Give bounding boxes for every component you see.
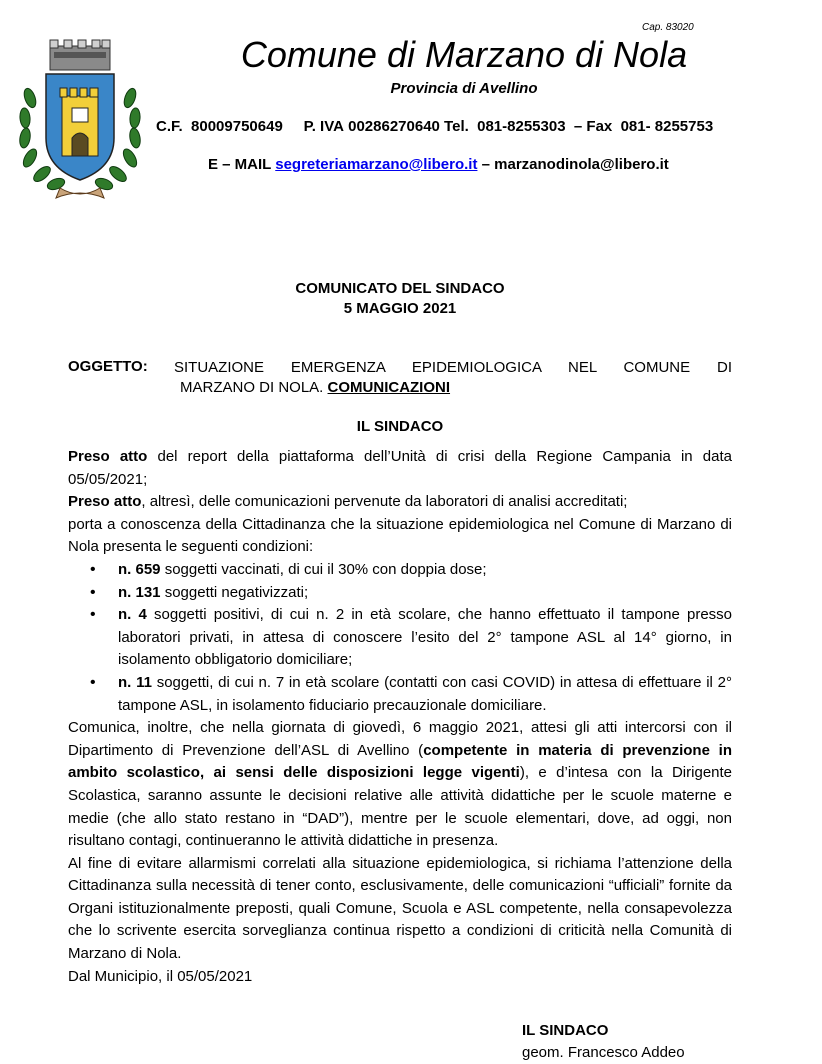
piva-label: P. IVA — [303, 118, 344, 135]
notice-date: 5 MAGGIO 2021 — [343, 300, 457, 317]
mayor-heading: IL SINDACO — [356, 418, 444, 435]
place-date: Dal Municipio, il 05/05/2021 — [68, 967, 253, 985]
conditions-list — [68, 559, 732, 717]
bullet-count: n. 4 — [118, 606, 147, 624]
tel-label: Tel. — [444, 118, 469, 135]
tel-value: 081-8255303 — [477, 118, 566, 135]
bold-preso-atto: Preso atto — [68, 493, 142, 511]
subject-line-2 — [180, 378, 450, 398]
list-item — [68, 559, 732, 582]
email-label: E – MAIL — [208, 156, 272, 173]
paragraph-comunica — [68, 717, 732, 853]
bullet-text: soggetti, di cui n. 7 in età scolare (contatti con casi COVID) in attesa di effettuare il 2° tampone ASL, in isolamento fiduciario precauzionale domiciliare. — [118, 673, 732, 714]
bullet-count: n. 131 — [118, 583, 161, 601]
fiscal-info-line — [156, 118, 713, 135]
email-secondary: marzanodinola@libero.it — [494, 156, 669, 173]
email-line — [208, 156, 669, 173]
notice-body — [68, 446, 732, 988]
subject-prefix: MARZANO DI NOLA. — [180, 379, 324, 396]
subject-label: OGGETTO: — [68, 358, 148, 375]
list-item — [68, 672, 732, 717]
paragraph-text: , altresì, delle comunicazioni pervenute da laboratori di analisi accreditati; — [141, 493, 628, 511]
email-separator: – — [481, 156, 490, 173]
municipal-crest-icon — [16, 38, 144, 204]
bullet-text: soggetti negativizzati; — [160, 583, 309, 601]
signature-title: IL SINDACO — [522, 1022, 609, 1039]
subject-line-1: SITUAZIONE EMERGENZA EPIDEMIOLOGICA NEL COMUNE DI — [174, 359, 732, 376]
province-label: Provincia di Avellino — [390, 80, 538, 97]
paragraph-fine: Al fine di evitare allarmismi correlati alla situazione epidemiologica, si richiama l’attenzione della Cittadinanza sulla necessità di tener conto, esclusivamente, delle comunicazioni “ufficiali” fornite da Organi istituzionalmente preposti, quali Comune, Scuola e ASL competente, nella consapevolezza che lo scrivente esercita sorveglianza continua rispetto a condizioni di criticità nella Comunità di Marzano di Nola. — [68, 854, 732, 963]
cf-value: 80009750649 — [191, 118, 283, 135]
paragraph-text: Comunica, inoltre, che nella giornata di giovedì, 6 maggio 2021, attesi gli atti intercorsi con il Dipartimento di Prevenzione dell’ASL di Avellino ( — [68, 719, 732, 759]
fax-label: – Fax — [573, 118, 613, 135]
postal-code: Cap. 83020 — [642, 22, 694, 33]
bullet-count: n. 11 — [118, 673, 152, 691]
list-item — [68, 582, 732, 605]
list-item — [68, 604, 732, 672]
bold-preso-atto: Preso atto — [68, 448, 148, 465]
bullet-count: n. 659 — [118, 560, 161, 578]
paragraph-bold: competente in materia di prevenzione in ambito scolastico, ai sensi delle disposizioni legge vigenti — [68, 741, 733, 782]
paragraph-text: del report della piattaforma dell’Unità di crisi della Regione Campania in data 05/05/2021; — [68, 448, 732, 488]
paragraph-text: ), e d’intesa con la Dirigente Scolastica, saranno assunte le decisioni relative alle attività didattiche per le scuole materne e medie (che allo stato restano in “DAD”), mentre per le scuole elementari, dove, ad oggi, non risultano contagi, continueranno le attività didattiche in presenza. — [68, 764, 733, 850]
notice-title: COMUNICATO DEL SINDACO — [295, 280, 505, 297]
email-link-primary[interactable]: segreteriamarzano@libero.it — [275, 156, 478, 173]
paragraph-preso-atto-1 — [68, 446, 732, 491]
cf-label: C.F. — [156, 118, 183, 135]
signature-name: geom. Francesco Addeo — [522, 1044, 685, 1061]
municipality-title: Comune di Marzano di Nola — [240, 34, 688, 75]
fax-value: 081- 8255753 — [620, 118, 714, 135]
paragraph-porta: porta a conoscenza della Cittadinanza che la situazione epidemiologica nel Comune di Marzano di Nola presenta le seguenti condizioni: — [68, 515, 732, 556]
bullet-text: soggetti positivi, di cui n. 2 in età scolare, che hanno effettuato il tampone presso laboratori privati, in attesa di conoscere l’esito del 2° tampone ASL al 14° giorno, in isolamento obbligatorio domiciliare; — [118, 606, 732, 669]
subject-underlined: COMUNICAZIONI — [327, 379, 451, 396]
paragraph-preso-atto-2 — [68, 491, 732, 514]
piva-value: 00286270640 — [348, 118, 440, 135]
bullet-text: soggetti vaccinati, di cui il 30% con doppia dose; — [160, 560, 487, 578]
